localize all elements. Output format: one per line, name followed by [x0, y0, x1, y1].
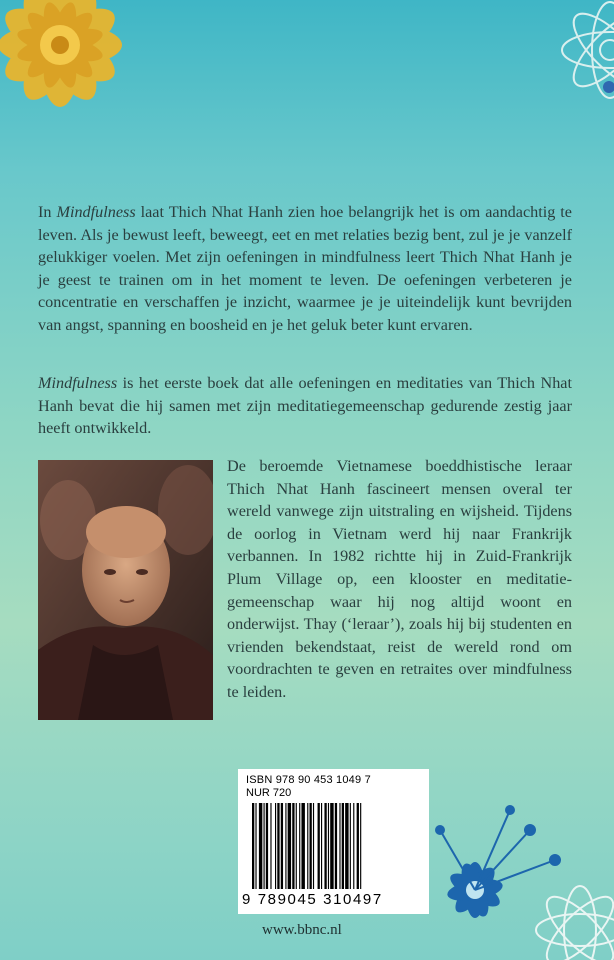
publisher-website: www.bbnc.nl	[262, 922, 342, 938]
author-bio-text: De beroemde Vietnamese boeddhistische leraar Thich Nhat Hanh fascineert mensen overal ter wereld vanwege zijn uitstraling en wijsheid. Tijdens de oorlog in Vietnam werd hij naar Frankrijk verbannen. In 1982 richtte hij in Zuid-Frankrijk Plum Village op, een klooster en meditatiegemeenschap waar hij nog altijd woont en onderwijst. Thay (‘leraar’), zoals hij bij studenten en vrienden bekendstaat, reist de wereld rond om voordrachten te geven en retraites over mindfulness te leiden.	[227, 457, 572, 701]
author-biography	[227, 455, 572, 704]
description-paragraph-2	[38, 372, 572, 440]
book-title-italic: Mindfulness	[38, 374, 118, 392]
author-photo	[38, 460, 213, 720]
paragraph-body: is het eerste boek dat alle oefeningen en meditaties van Thich Nhat Hanh bevat die hij samen met zijn meditatiegemeenschap gedurende zestig jaar heeft ontwikkeld.	[38, 374, 572, 438]
outline-flower-decoration	[525, 0, 614, 170]
barcode-bars	[252, 803, 422, 889]
description-paragraph-1	[38, 201, 572, 337]
golden-flower-decoration	[0, 0, 200, 190]
barcode-label	[238, 769, 429, 914]
barcode-digits: 9 789045 310497	[242, 891, 383, 908]
isbn-number: ISBN 978 90 453 1049 7	[246, 774, 371, 786]
paragraph-lead: In	[38, 203, 57, 221]
book-title-italic: Mindfulness	[56, 203, 136, 221]
paragraph-body: laat Thich Nhat Hanh zien hoe belangrijk het is om aandachtig te leven. Als je bewust leeft, beweegt, eet en met relaties bezig bent, zul je je vanzelf gelukkiger voelen. Met zijn oefeningen in mindfulness leert Thich Nhat Hanh je je geest te trainen om in het moment te leven. De oefeningen verbeteren je concentratie en verschaffen je inzicht, waarmee je je uiteindelijk kunt bevrijden van angst, spanning en boosheid en je het geluk beter kunt ervaren.	[38, 203, 572, 334]
nur-code: NUR 720	[246, 787, 292, 799]
